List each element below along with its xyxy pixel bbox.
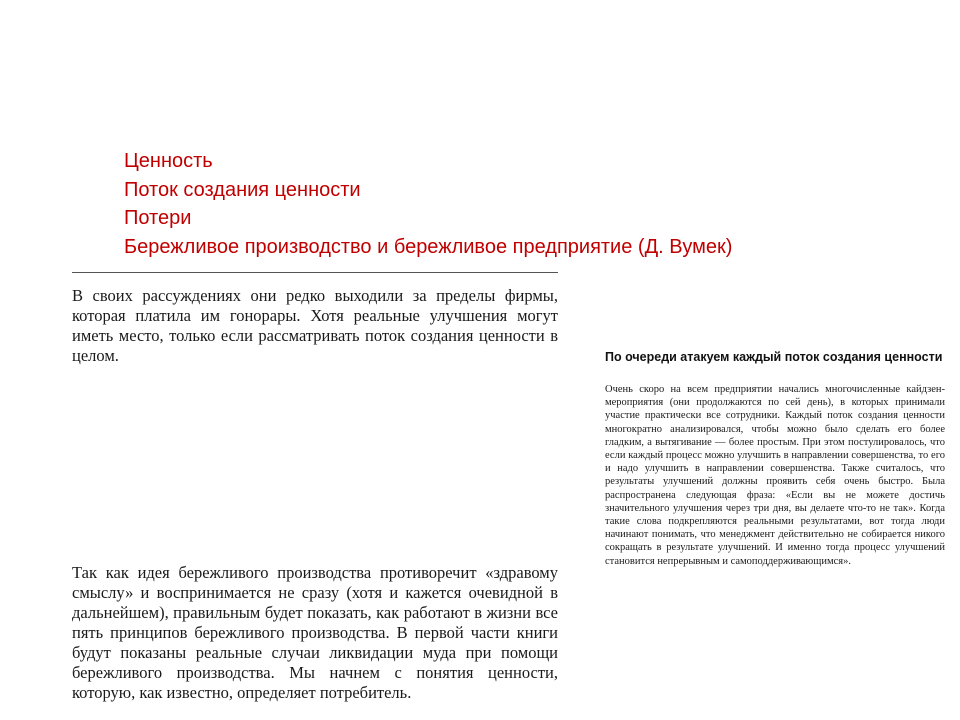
bullet-list [124, 147, 732, 261]
excerpt-top-text: В своих рассуждениях они редко выходили за пределы фирмы, которая платила им гонорары. Хотя реальные улучшения могут иметь место, только если рассматривать поток создания ценности в целом. [72, 286, 558, 365]
excerpt-right-text: Очень скоро на всем предприятии начались многочисленные кайдзен-мероприятия (они продолжаются по сей день), в которых принимали участие практически все сотрудники. Каждый поток создания ценности многократно анализировался, чтобы можно было сделать его более гладким, а вытягивание — более простым. При этом постулировалось, что если каждый процесс можно улучшить в направлении совершенства, то его и надо улучшить в направлении совершенства. Также считалось, что результаты улучшений должны проявить себя очень быстро. Была распространена следующая фраза: «Если вы не можете достичь значительного улучшения через три дня, вы делаете что-то не так». Когда такие слова подкрепляются реальными результатами, вот тогда люди начинают понимать, что менеджмент действительно не собирается никого сокращать в результате улучшений. И именно тогда процесс улучшений становится непрерывным и самоподдерживающимся». [605, 384, 945, 567]
excerpt-bottom-text: Так как идея бережливого производства противоречит «здравому смыслу» и воспринимается не сразу (хотя и кажется очевидной в дальнейшем), правильным будет показать, как работают в жизни все пять принципов бережливого производства. В первой части книги будут показаны реальные случаи ликвидации муда при помощи бережливого производства. Мы начнем с понятия ценности, которую, как известно, определяет потребитель. [72, 563, 558, 702]
bullet-lean-enterprise: Бережливое производство и бережливое предприятие (Д. Вумек) [124, 235, 733, 258]
excerpt-right-heading: По очереди атакуем каждый поток создания ценности [605, 350, 943, 364]
bullet-waste: Потери [124, 207, 192, 229]
cropped-line-divider [72, 272, 558, 279]
bullet-value-stream: Поток создания ценности [124, 178, 361, 201]
book-excerpt-top [72, 286, 558, 366]
book-excerpt-right [605, 350, 945, 568]
bullet-value: Ценность [124, 150, 213, 172]
book-excerpt-bottom [72, 563, 558, 703]
